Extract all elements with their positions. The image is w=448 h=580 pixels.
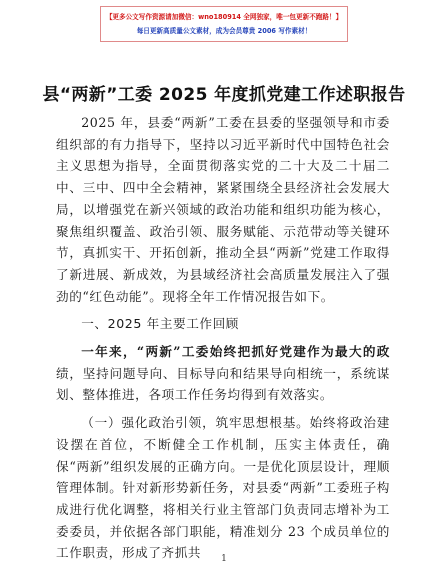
item-1-paragraph: （一）强化政治引领，筑牢思想根基。始终将政治建设摆在首位，不断健全工作机制，压实主体责任，确保“两新”组织发展的正确方向。一是优化顶层设计，理顺管理体制。针对新形势新任务，对县委“两新”工委班子构成进行优化调整，将相关行业主管部门负责同志增补为工委委员，并依据各部门职能，精准划分 23 个成员单位的工作职责，形成了齐抓共: [56, 415, 390, 561]
document-body: [56, 112, 390, 570]
banner-line-1: 【更多公文写作资源请加微信：wno180914 全网独家，唯一包更新不跑路！】: [105, 13, 343, 21]
summary-rest: 绩，坚持问题导向、目标导向和结果导向相统一，系统谋划、整体推进，各项工作任务均得到有效落实。: [56, 365, 390, 403]
summary-paragraph: [56, 341, 390, 406]
document-title: 县“两新”工委 2025 年度抓党建工作述职报告: [42, 85, 406, 105]
intro-paragraph: 2025 年，县委“两新”工委在县委的坚强领导和市委组织部的有力指导下，坚持以习近平新时代中国特色社会主义思想为指导，全面贯彻落实党的二十大及二十届二中、三中、四中全会精神，紧紧围绕全县经济社会发展大局，以增强党在新兴领域的政治功能和组织功能为核心，聚焦组织覆盖、政治引领、服务赋能、示范带动等关键环节，真抓实干、开拓创新，推动全县“两新”党建工作取得了新进展、新成效，为县域经济社会高质量发展注入了强劲的“红色动能”。现将全年工作情况报告如下。: [56, 115, 390, 304]
page-number: 1: [221, 554, 227, 564]
banner-line-2: 每日更新高质量公文素材，成为会员尊贵 2006 写作素材！: [136, 27, 312, 35]
section-heading: 一、2025 年主要工作回顾: [81, 316, 239, 332]
summary-lead: 一年来，“两新”工委始终把抓好党建作为最大的政: [81, 344, 390, 360]
promo-banner: [100, 6, 348, 42]
